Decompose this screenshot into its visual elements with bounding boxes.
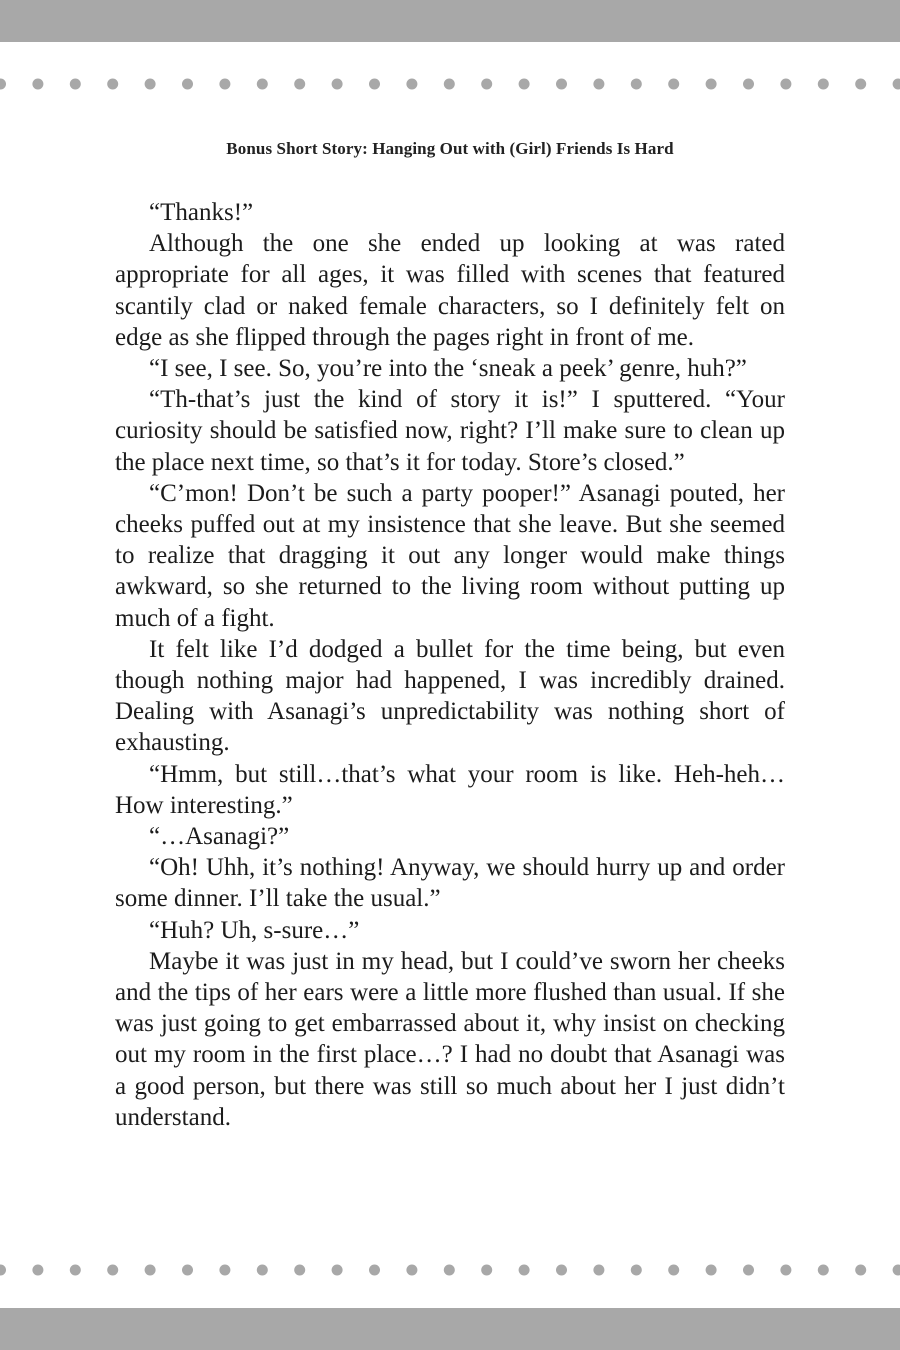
- paragraph: “I see, I see. So, you’re into the ‘sneak a peek’ genre, huh?”: [149, 355, 747, 383]
- decorative-dot: [444, 79, 455, 90]
- decorative-dot: [70, 79, 81, 90]
- decorative-dot: [818, 1265, 829, 1276]
- paragraph: Although the one she ended up looking at was rated appropriate for all ages, it was filled with scenes that featured scantily clad or naked female characters, so I definitely felt on edge as she flipped through the pages right in front of me.: [115, 230, 785, 351]
- running-title: Bonus Short Story: Hanging Out with (Girl) Friends Is Hard: [226, 139, 674, 158]
- decorative-dot: [631, 79, 642, 90]
- paragraph: “Huh? Uh, s-sure…”: [149, 916, 360, 944]
- paragraph: “Th-that’s just the kind of story it is!” I sputtered. “Your curiosity should be satisfied now, right? I’ll make sure to clean up the place next time, so that’s it for today. Store’s closed.”: [115, 386, 785, 476]
- decorative-dot: [444, 1265, 455, 1276]
- top-dot-row-graphic: [0, 77, 900, 91]
- decorative-dot: [145, 79, 156, 90]
- decorative-dot: [219, 79, 230, 90]
- decorative-dot: [294, 1265, 305, 1276]
- decorative-dot: [519, 79, 530, 90]
- decorative-dot: [481, 79, 492, 90]
- bottom-border-band: [0, 1308, 900, 1350]
- decorative-dot: [668, 1265, 679, 1276]
- decorative-dot: [556, 79, 567, 90]
- decorative-dot: [406, 79, 417, 90]
- bottom-dot-row: [0, 1263, 900, 1277]
- decorative-dot: [257, 1265, 268, 1276]
- decorative-dot: [780, 79, 791, 90]
- paragraph: “Oh! Uhh, it’s nothing! Anyway, we should hurry up and order some dinner. I’ll take the usual.”: [115, 854, 785, 913]
- decorative-dot: [107, 1265, 118, 1276]
- decorative-dot: [631, 1265, 642, 1276]
- decorative-dot: [257, 79, 268, 90]
- decorative-dot: [32, 79, 43, 90]
- decorative-dot: [369, 79, 380, 90]
- decorative-dot: [780, 1265, 791, 1276]
- decorative-dot: [743, 1265, 754, 1276]
- decorative-dot: [145, 1265, 156, 1276]
- decorative-dot: [818, 79, 829, 90]
- decorative-dot: [70, 1265, 81, 1276]
- decorative-dot: [706, 1265, 717, 1276]
- paragraph: “Thanks!”: [149, 199, 254, 226]
- decorative-dot: [107, 79, 118, 90]
- decorative-dot: [855, 79, 866, 90]
- decorative-dot: [855, 1265, 866, 1276]
- decorative-dot: [481, 1265, 492, 1276]
- decorative-dot: [519, 1265, 530, 1276]
- decorative-dot: [593, 79, 604, 90]
- bottom-dot-row-graphic: [0, 1263, 900, 1277]
- decorative-dot: [556, 1265, 567, 1276]
- paragraph: “…Asanagi?”: [149, 823, 290, 851]
- decorative-dot: [406, 1265, 417, 1276]
- decorative-dot: [294, 79, 305, 90]
- decorative-dot: [0, 1265, 6, 1276]
- top-border-band: [0, 0, 900, 42]
- decorative-dot: [219, 1265, 230, 1276]
- paragraph: “C’mon! Don’t be such a party pooper!” Asanagi pouted, her cheeks puffed out at my insistence that she leave. But she seemed to realize that dragging it out any longer would make things awkward, so she returned to the living room without putting up much of a fight.: [115, 479, 785, 632]
- decorative-dot: [893, 1265, 900, 1276]
- decorative-dot: [706, 79, 717, 90]
- decorative-dot: [893, 79, 900, 90]
- story-text: [115, 197, 785, 1133]
- decorative-dot: [32, 1265, 43, 1276]
- decorative-dot: [182, 79, 193, 90]
- decorative-dot: [332, 1265, 343, 1276]
- decorative-dot: [743, 79, 754, 90]
- decorative-dot: [668, 79, 679, 90]
- decorative-dot: [369, 1265, 380, 1276]
- paragraph: It felt like I’d dodged a bullet for the time being, but even though nothing major had happened, I was incredibly drained. Dealing with Asanagi’s unpredictability was nothing short of exhausting.: [115, 635, 785, 757]
- decorative-dot: [182, 1265, 193, 1276]
- paragraph: “Hmm, but still…that’s what your room is like. Heh-heh… How interesting.”: [115, 760, 785, 819]
- decorative-dot: [593, 1265, 604, 1276]
- decorative-dot: [332, 79, 343, 90]
- decorative-dot: [0, 79, 6, 90]
- paragraph: Maybe it was just in my head, but I could’ve sworn her cheeks and the tips of her ears were a little more flushed than usual. If she was just going to get embarrassed about it, why insist on checking out my room in the first place…? I had no doubt that Asanagi was a good person, but there was still so much about her I just didn’t understand.: [115, 947, 785, 1131]
- top-dot-row: [0, 77, 900, 91]
